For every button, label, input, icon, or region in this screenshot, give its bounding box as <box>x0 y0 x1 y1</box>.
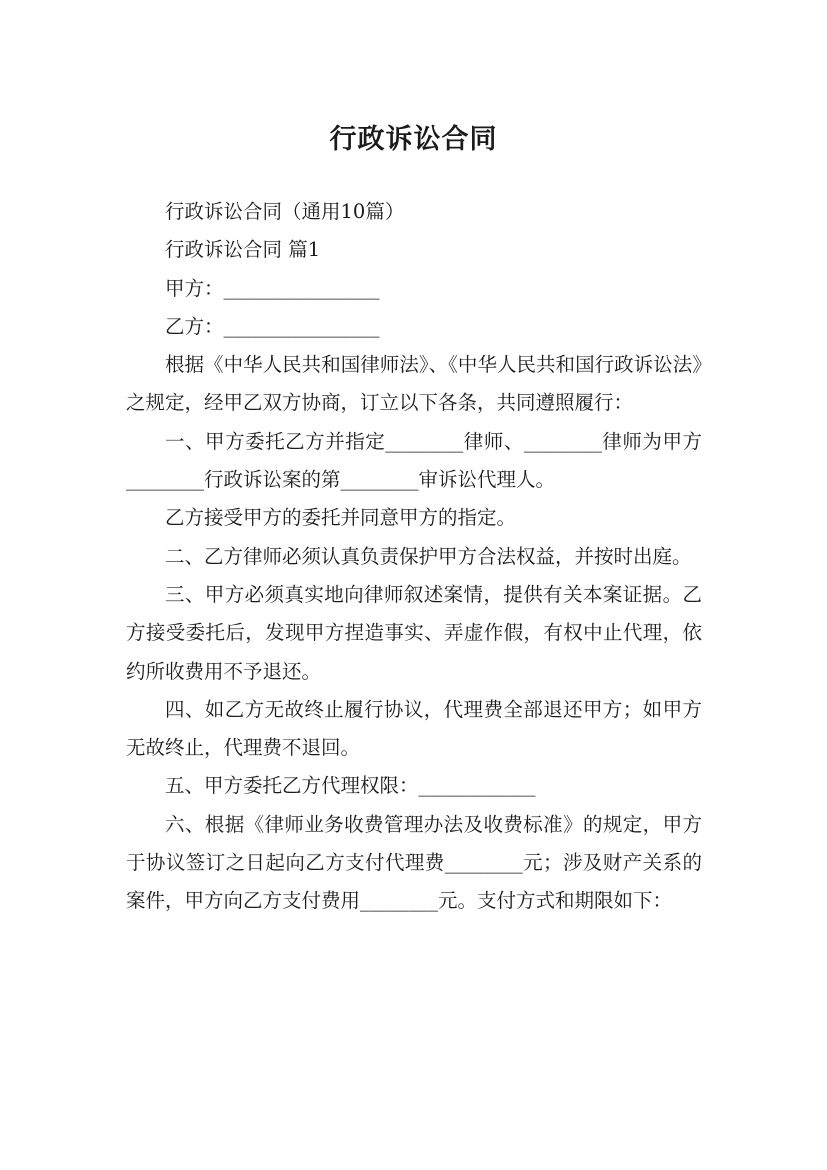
paragraph: 行政诉讼合同（通用10篇） <box>165 200 405 223</box>
paragraph: 根据《中华人民共和国律师法》、《中华人民共和国行政诉讼法》之规定，经甲乙双方协商，订立以下各条，共同遵照履行： <box>126 353 702 415</box>
document-body <box>126 193 702 921</box>
document-title: 行政诉讼合同 <box>329 124 498 156</box>
clause-1: 一、甲方委托乙方并指定________律师、________律师为甲方________行政诉讼案的第________审诉讼代理人。 <box>126 429 702 492</box>
party-a-line: 甲方：________________ <box>165 276 380 300</box>
clause-3: 三、甲方必须真实地向律师叙述案情，提供有关本案证据。乙方接受委托后，发现甲方捏造事实、弄虚作假，有权中止代理，依约所收费用不予退还。 <box>126 582 702 683</box>
clause-2: 二、乙方律师必须认真负责保护甲方合法权益，并按时出庭。 <box>165 544 692 568</box>
paragraph: 乙方接受甲方的委托并同意甲方的指定。 <box>165 506 517 530</box>
clause-6: 六、根据《律师业务收费管理办法及收费标准》的规定，甲方于协议签订之日起向乙方支付代理费________元；涉及财产关系的案件，甲方向乙方支付费用________元。支付方式和期限如下： <box>126 812 702 913</box>
paragraph: 行政诉讼合同 篇1 <box>165 238 321 262</box>
clause-5: 五、甲方委托乙方代理权限：____________ <box>165 774 536 798</box>
clause-4: 四、如乙方无故终止履行协议，代理费全部退还甲方；如甲方无故终止，代理费不退回。 <box>126 697 702 760</box>
party-b-line: 乙方：________________ <box>165 314 380 338</box>
